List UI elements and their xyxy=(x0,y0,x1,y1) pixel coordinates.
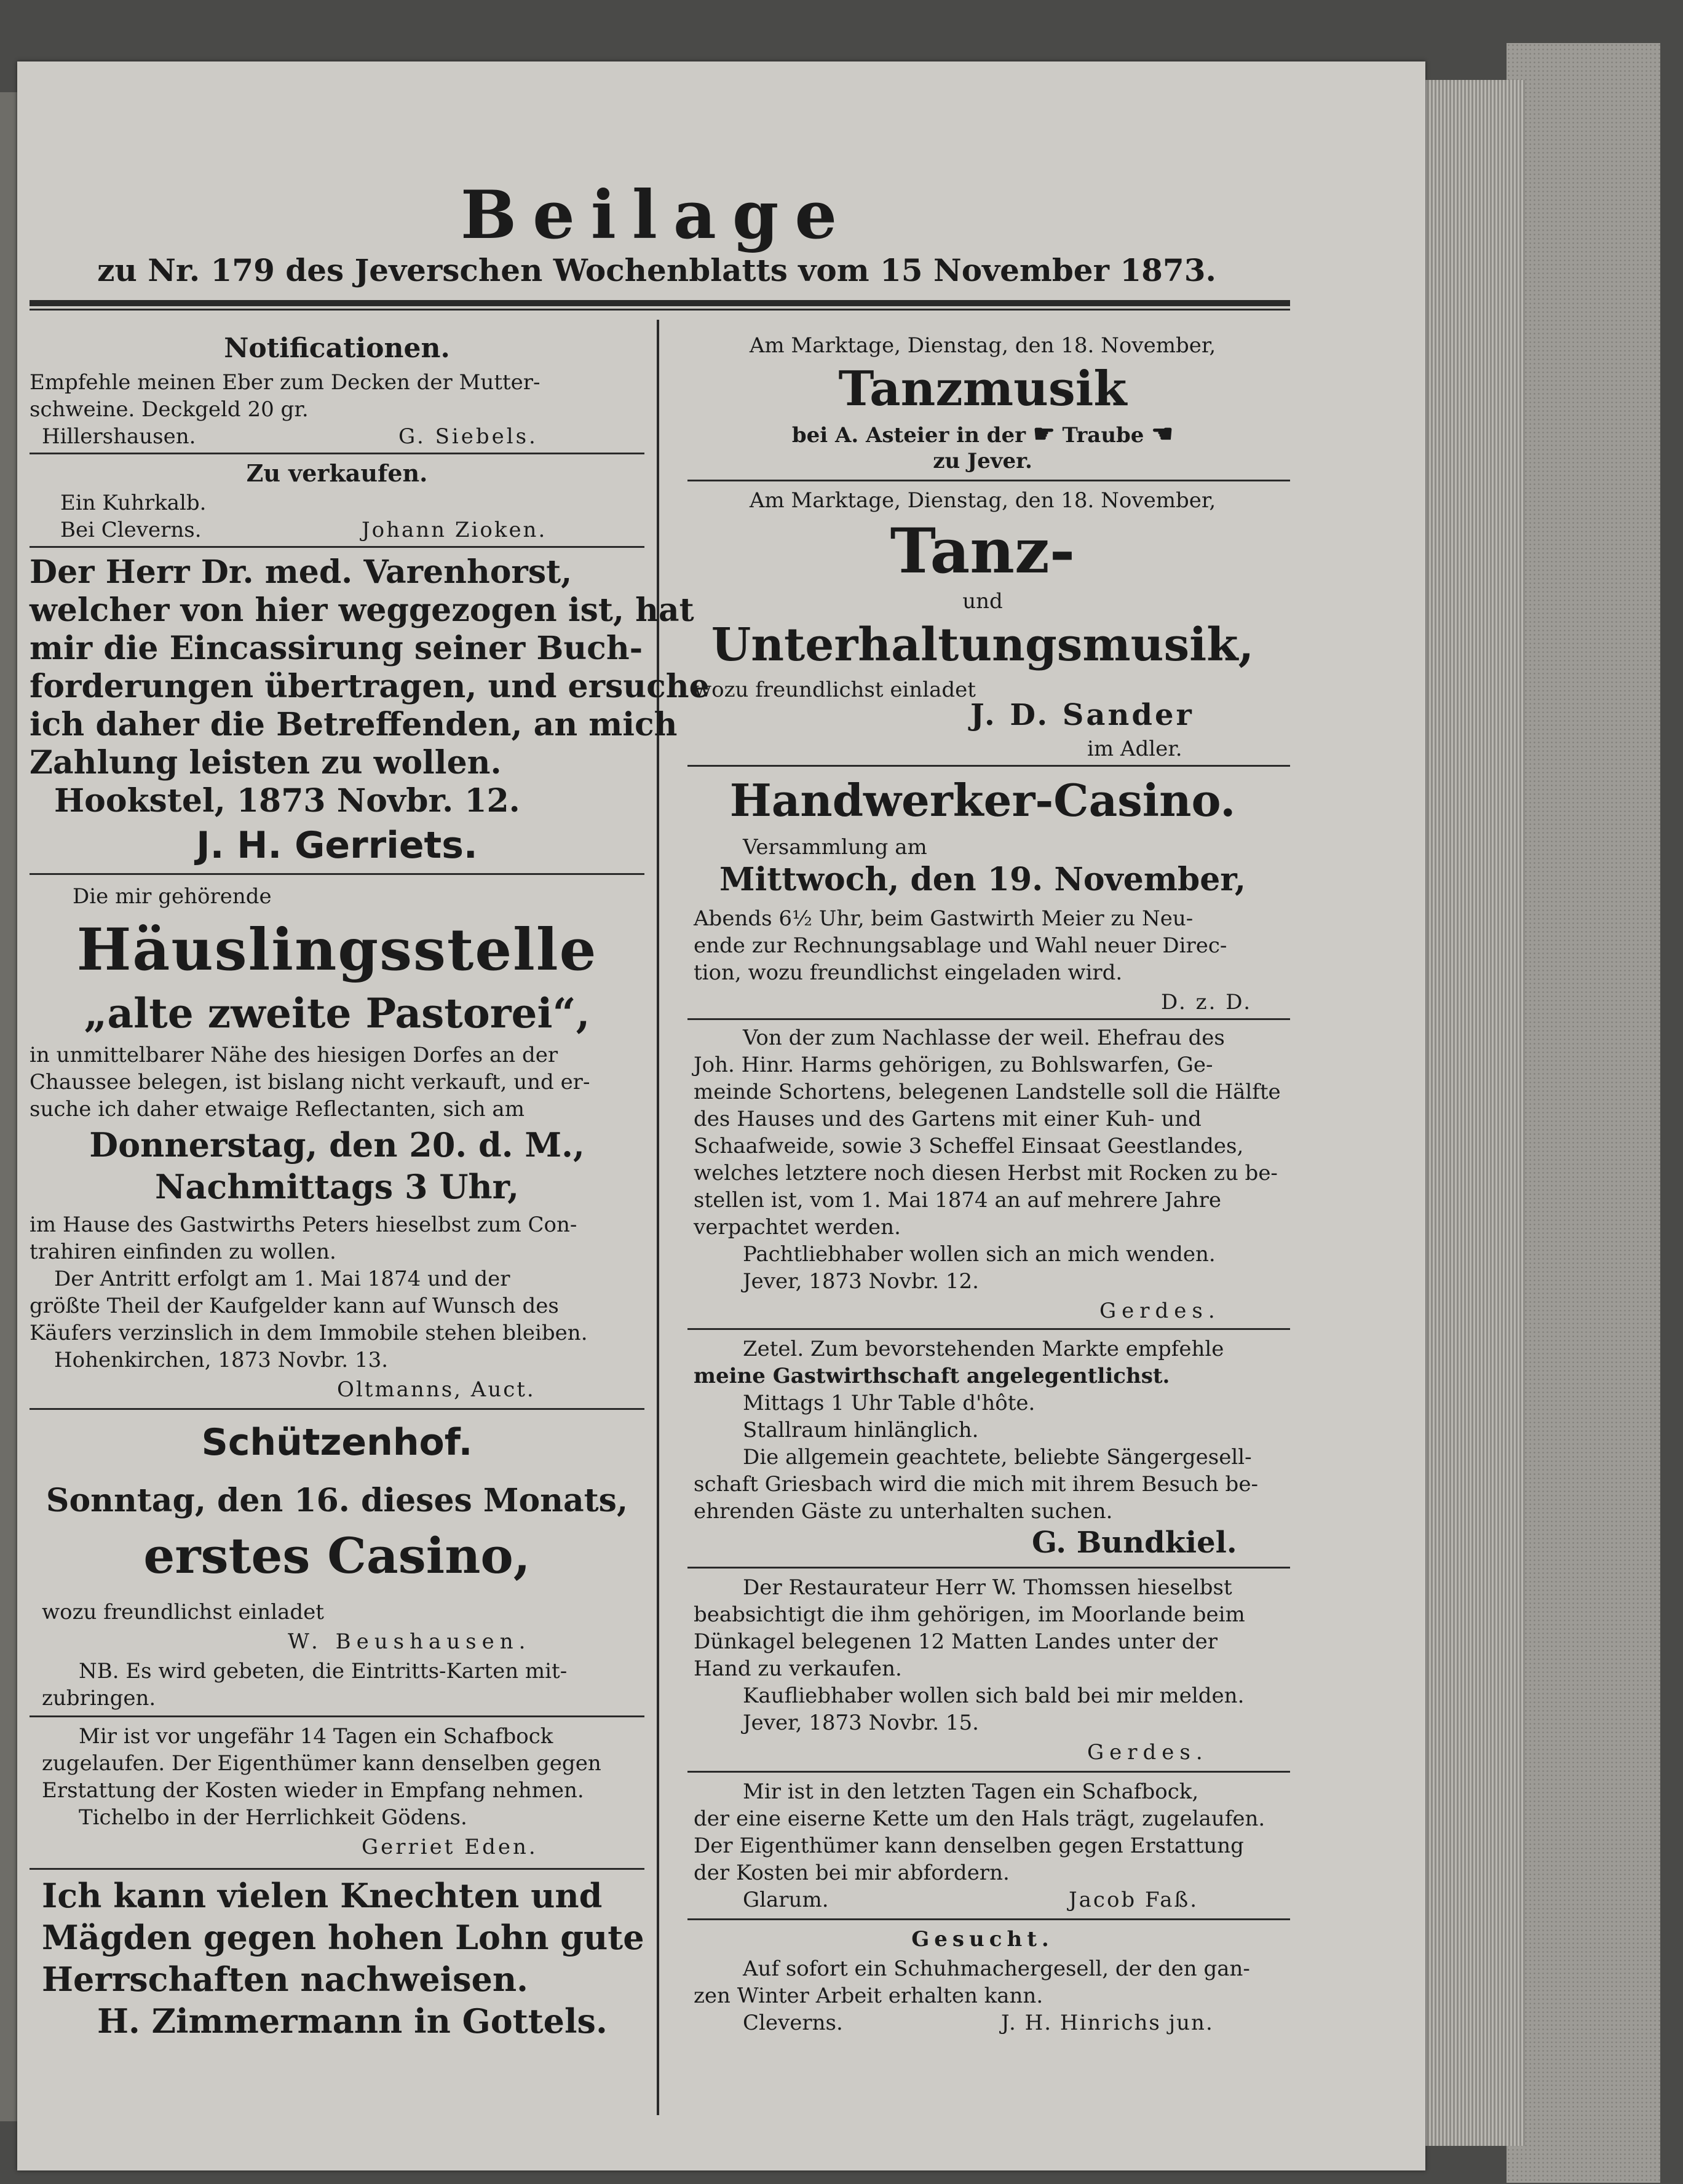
harms-line-2: Joh. Hinr. Harms gehörigen, zu Bohlswarfen, Ge- xyxy=(694,1053,1213,1077)
harms-line-7: stellen ist, vom 1. Mai 1874 an auf mehrere Jahre xyxy=(694,1188,1222,1213)
tanzmusik-inn: Traube xyxy=(1062,423,1144,448)
thomssen-line-1: Der Restaurateur Herr W. Thomssen hieselbst xyxy=(743,1575,1232,1600)
knechte-signature: H. Zimmermann in Gottels. xyxy=(97,2001,608,2041)
gesucht-title: Gesucht. xyxy=(911,1927,1054,1952)
tanzmusik-line-1: Am Marktage, Dienstag, den 18. November, xyxy=(749,333,1216,358)
haeusling-line-4: im Hause des Gastwirths Peters hieselbst zum Con- xyxy=(30,1213,577,1237)
column-divider xyxy=(657,320,659,2115)
schafbock-signature: Gerriet Eden. xyxy=(362,1835,538,1859)
haeusling-line-5: trahiren einfinden zu wollen. xyxy=(30,1240,336,1264)
rule xyxy=(687,1328,1290,1330)
varenhorst-line-5: ich daher die Betreffenden, an mich xyxy=(30,706,678,743)
rule xyxy=(30,873,644,875)
fass-place: Glarum. xyxy=(743,1888,829,1912)
thomssen-line-2: beabsichtigt die ihm gehörigen, im Moorlande beim xyxy=(694,1602,1245,1627)
haeusling-line-2: Chaussee belegen, ist bislang nicht verkauft, und er- xyxy=(30,1070,590,1094)
haeusling-line-6: Der Antritt erfolgt am 1. Mai 1874 und der xyxy=(54,1267,510,1291)
haeusling-subtitle: „alte zweite Pastorei“, xyxy=(84,989,590,1037)
pointing-hand-left-icon: ☚ xyxy=(1151,419,1174,448)
rule xyxy=(30,1715,644,1717)
casino-line-3: ende zur Rechnungsablage und Wahl neuer Direc- xyxy=(694,933,1227,958)
rule xyxy=(30,1408,644,1410)
schafbock-line-1: Mir ist vor ungefähr 14 Tagen ein Schafbock xyxy=(79,1724,553,1749)
knechte-line-1: Ich kann vielen Knechten und xyxy=(42,1876,603,1915)
zetel-line-2: meine Gastwirthschaft angelegentlichst. xyxy=(694,1364,1170,1388)
fass-line-4: der Kosten bei mir abfordern. xyxy=(694,1861,1010,1885)
casino-line-1: Versammlung am xyxy=(743,835,927,860)
zetel-line-1: Zetel. Zum bevorstehenden Markte empfehle xyxy=(743,1337,1224,1361)
schafbock-line-4: Tichelbo in der Herrlichkeit Gödens. xyxy=(79,1805,467,1830)
schuetzen-nb-1: NB. Es wird gebeten, die Eintritts-Karten mit- xyxy=(79,1659,568,1684)
header-rule-thin xyxy=(30,309,1290,311)
fass-line-3: Der Eigenthümer kann denselben gegen Erstattung xyxy=(694,1834,1244,1858)
rule xyxy=(687,1918,1290,1920)
rule xyxy=(687,765,1290,767)
knechte-line-2: Mägden gegen hohen Lohn gute xyxy=(42,1918,644,1957)
fass-signature: Jacob Faß. xyxy=(1069,1888,1199,1912)
fass-line-1: Mir ist in den letzten Tagen ein Schafbock, xyxy=(743,1779,1199,1804)
rule xyxy=(687,480,1290,481)
kauf-title: Zu verkaufen. xyxy=(246,459,428,487)
varenhorst-place: Hookstel, 1873 Novbr. 12. xyxy=(54,782,520,820)
notif-line-1: Empfehle meinen Eber zum Decken der Mutter- xyxy=(30,370,541,395)
pointing-hand-icon: ☛ xyxy=(1032,419,1055,448)
schuetzen-casino: erstes Casino, xyxy=(143,1527,531,1585)
harms-place: Jever, 1873 Novbr. 12. xyxy=(743,1269,979,1294)
haeusling-pre: Die mir gehörende xyxy=(73,884,272,909)
gesucht-line-1: Auf sofort ein Schuhmachergesell, der den gan- xyxy=(743,1957,1250,1981)
harms-line-4: des Hauses und des Gartens mit einer Kuh- und xyxy=(694,1107,1202,1131)
casino-signature: D. z. D. xyxy=(1161,990,1253,1015)
kauf-place: Bei Cleverns. xyxy=(60,518,202,542)
notif-title: Notificationen. xyxy=(224,333,450,364)
thomssen-line-3: Dünkagel belegenen 12 Matten Landes unter der xyxy=(694,1629,1218,1654)
harms-signature: Gerdes. xyxy=(1099,1299,1221,1323)
haeusling-line-1: in unmittelbarer Nähe des hiesigen Dorfes an der xyxy=(30,1043,558,1067)
notif-line-2: schweine. Deckgeld 20 gr. xyxy=(30,397,309,422)
haeusling-line-8: Käufers verzinslich in dem Immobile stehen bleiben. xyxy=(30,1321,588,1345)
thomssen-line-4: Hand zu verkaufen. xyxy=(694,1656,902,1681)
casino-date: Mittwoch, den 19. November, xyxy=(719,861,1246,898)
schuetzen-date: Sonntag, den 16. dieses Monats, xyxy=(46,1482,628,1519)
haeusling-title: Häuslingsstelle xyxy=(76,916,598,984)
schafbock-line-2: zugelaufen. Der Eigenthümer kann denselben gegen xyxy=(42,1751,601,1776)
varenhorst-line-6: Zahlung leisten zu wollen. xyxy=(30,744,502,781)
schuetzen-invite: wozu freundlichst einladet xyxy=(42,1600,324,1624)
rule xyxy=(687,1567,1290,1569)
haeusling-signature: Oltmanns, Auct. xyxy=(337,1377,536,1402)
gesucht-signature: J. H. Hinrichs jun. xyxy=(1001,2011,1214,2035)
rule xyxy=(30,546,644,548)
harms-line-5: Schaafweide, sowie 3 Scheffel Einsaat Geestlandes, xyxy=(694,1134,1244,1158)
varenhorst-line-4: forderungen übertragen, und ersuche xyxy=(30,668,710,705)
haeusling-time: Nachmittags 3 Uhr, xyxy=(154,1167,520,1206)
tanz-title-2: Unterhaltungsmusik, xyxy=(711,619,1254,671)
harms-line-9: Pachtliebhaber wollen sich an mich wenden. xyxy=(743,1242,1216,1267)
notif-place: Hillershausen. xyxy=(42,424,196,449)
haeusling-place: Hohenkirchen, 1873 Novbr. 13. xyxy=(54,1348,389,1372)
kauf-signature: Johann Zioken. xyxy=(362,518,547,542)
page-title: Beilage xyxy=(460,176,853,254)
tanz-line-1: Am Marktage, Dienstag, den 18. November, xyxy=(749,488,1216,513)
harms-line-1: Von der zum Nachlasse der weil. Ehefrau des xyxy=(743,1026,1225,1050)
zetel-line-7: ehrenden Gäste zu unterhalten suchen. xyxy=(694,1499,1113,1524)
casino-title: Handwerker-Casino. xyxy=(729,774,1236,826)
page-subtitle: zu Nr. 179 des Jeverschen Wochenblatts vom 15 November 1873. xyxy=(97,252,1216,288)
tanz-signature: J. D. Sander xyxy=(970,698,1194,732)
gesucht-line-2: zen Winter Arbeit erhalten kann. xyxy=(694,1984,1043,2008)
tanzmusik-host: bei A. Asteier in der xyxy=(791,423,1026,448)
header-rule xyxy=(30,300,1290,306)
varenhorst-line-2: welcher von hier weggezogen ist, hat xyxy=(30,592,694,629)
rule xyxy=(30,1868,644,1870)
varenhorst-line-3: mir die Eincassirung seiner Buch- xyxy=(30,630,643,667)
harms-line-6: welches letztere noch diesen Herbst mit Rocken zu be- xyxy=(694,1161,1278,1185)
rule xyxy=(687,1018,1290,1020)
tanz-invite: wozu freundlichst einladet xyxy=(694,678,976,702)
page-stack xyxy=(1414,80,1525,2146)
thomssen-signature: Gerdes. xyxy=(1087,1740,1208,1765)
harms-line-3: meinde Schortens, belegenen Landstelle soll die Hälfte xyxy=(694,1080,1281,1104)
zetel-line-3: Mittags 1 Uhr Table d'hôte. xyxy=(743,1391,1036,1415)
knechte-line-3: Herrschaften nachweisen. xyxy=(42,1960,528,1999)
fass-line-2: der eine eiserne Kette um den Hals trägt, zugelaufen. xyxy=(694,1806,1265,1831)
schuetzen-title: Schützenhof. xyxy=(201,1421,473,1464)
zetel-line-4: Stallraum hinlänglich. xyxy=(743,1418,979,1442)
thomssen-line-5: Kaufliebhaber wollen sich bald bei mir melden. xyxy=(743,1684,1245,1708)
kauf-line-1: Ein Kuhrkalb. xyxy=(60,491,207,515)
zetel-signature: G. Bundkiel. xyxy=(1032,1525,1237,1560)
tanzmusik-line-2 xyxy=(675,421,1290,449)
newspaper-page xyxy=(17,61,1425,2170)
harms-line-8: verpachtet werden. xyxy=(694,1215,901,1240)
rule xyxy=(687,1771,1290,1773)
zetel-line-6: schaft Griesbach wird die mich mit ihrem Besuch be- xyxy=(694,1472,1258,1497)
schuetzen-nb-2: zubringen. xyxy=(42,1686,156,1711)
haeusling-line-7: größte Theil der Kaufgelder kann auf Wunsch des xyxy=(30,1294,559,1318)
tanzmusik-line-3: zu Jever. xyxy=(933,449,1032,473)
casino-line-4: tion, wozu freundlichst eingeladen wird. xyxy=(694,960,1123,985)
tanz-und: und xyxy=(962,589,1003,614)
gesucht-place: Cleverns. xyxy=(743,2011,843,2035)
varenhorst-line-1: Der Herr Dr. med. Varenhorst, xyxy=(30,553,572,591)
zetel-line-5: Die allgemein geachtete, beliebte Sängergesell- xyxy=(743,1445,1252,1470)
tanzmusik-title: Tanzmusik xyxy=(838,361,1127,417)
haeusling-date: Donnerstag, den 20. d. M., xyxy=(89,1125,585,1165)
tanz-title: Tanz- xyxy=(890,515,1075,587)
notif-signature: G. Siebels. xyxy=(398,424,538,449)
schafbock-line-3: Erstattung der Kosten wieder in Empfang nehmen. xyxy=(42,1778,584,1803)
book-cover xyxy=(1507,43,1660,2183)
casino-line-2: Abends 6½ Uhr, beim Gastwirth Meier zu Neu- xyxy=(694,906,1194,931)
schuetzen-signature: W. Beushausen. xyxy=(288,1629,531,1654)
thomssen-place: Jever, 1873 Novbr. 15. xyxy=(743,1711,979,1735)
tanz-place: im Adler. xyxy=(1087,737,1182,761)
haeusling-line-3: suche ich daher etwaige Reflectanten, sich am xyxy=(30,1097,525,1122)
varenhorst-signature: J. H. Gerriets. xyxy=(196,824,478,867)
rule xyxy=(30,453,644,454)
